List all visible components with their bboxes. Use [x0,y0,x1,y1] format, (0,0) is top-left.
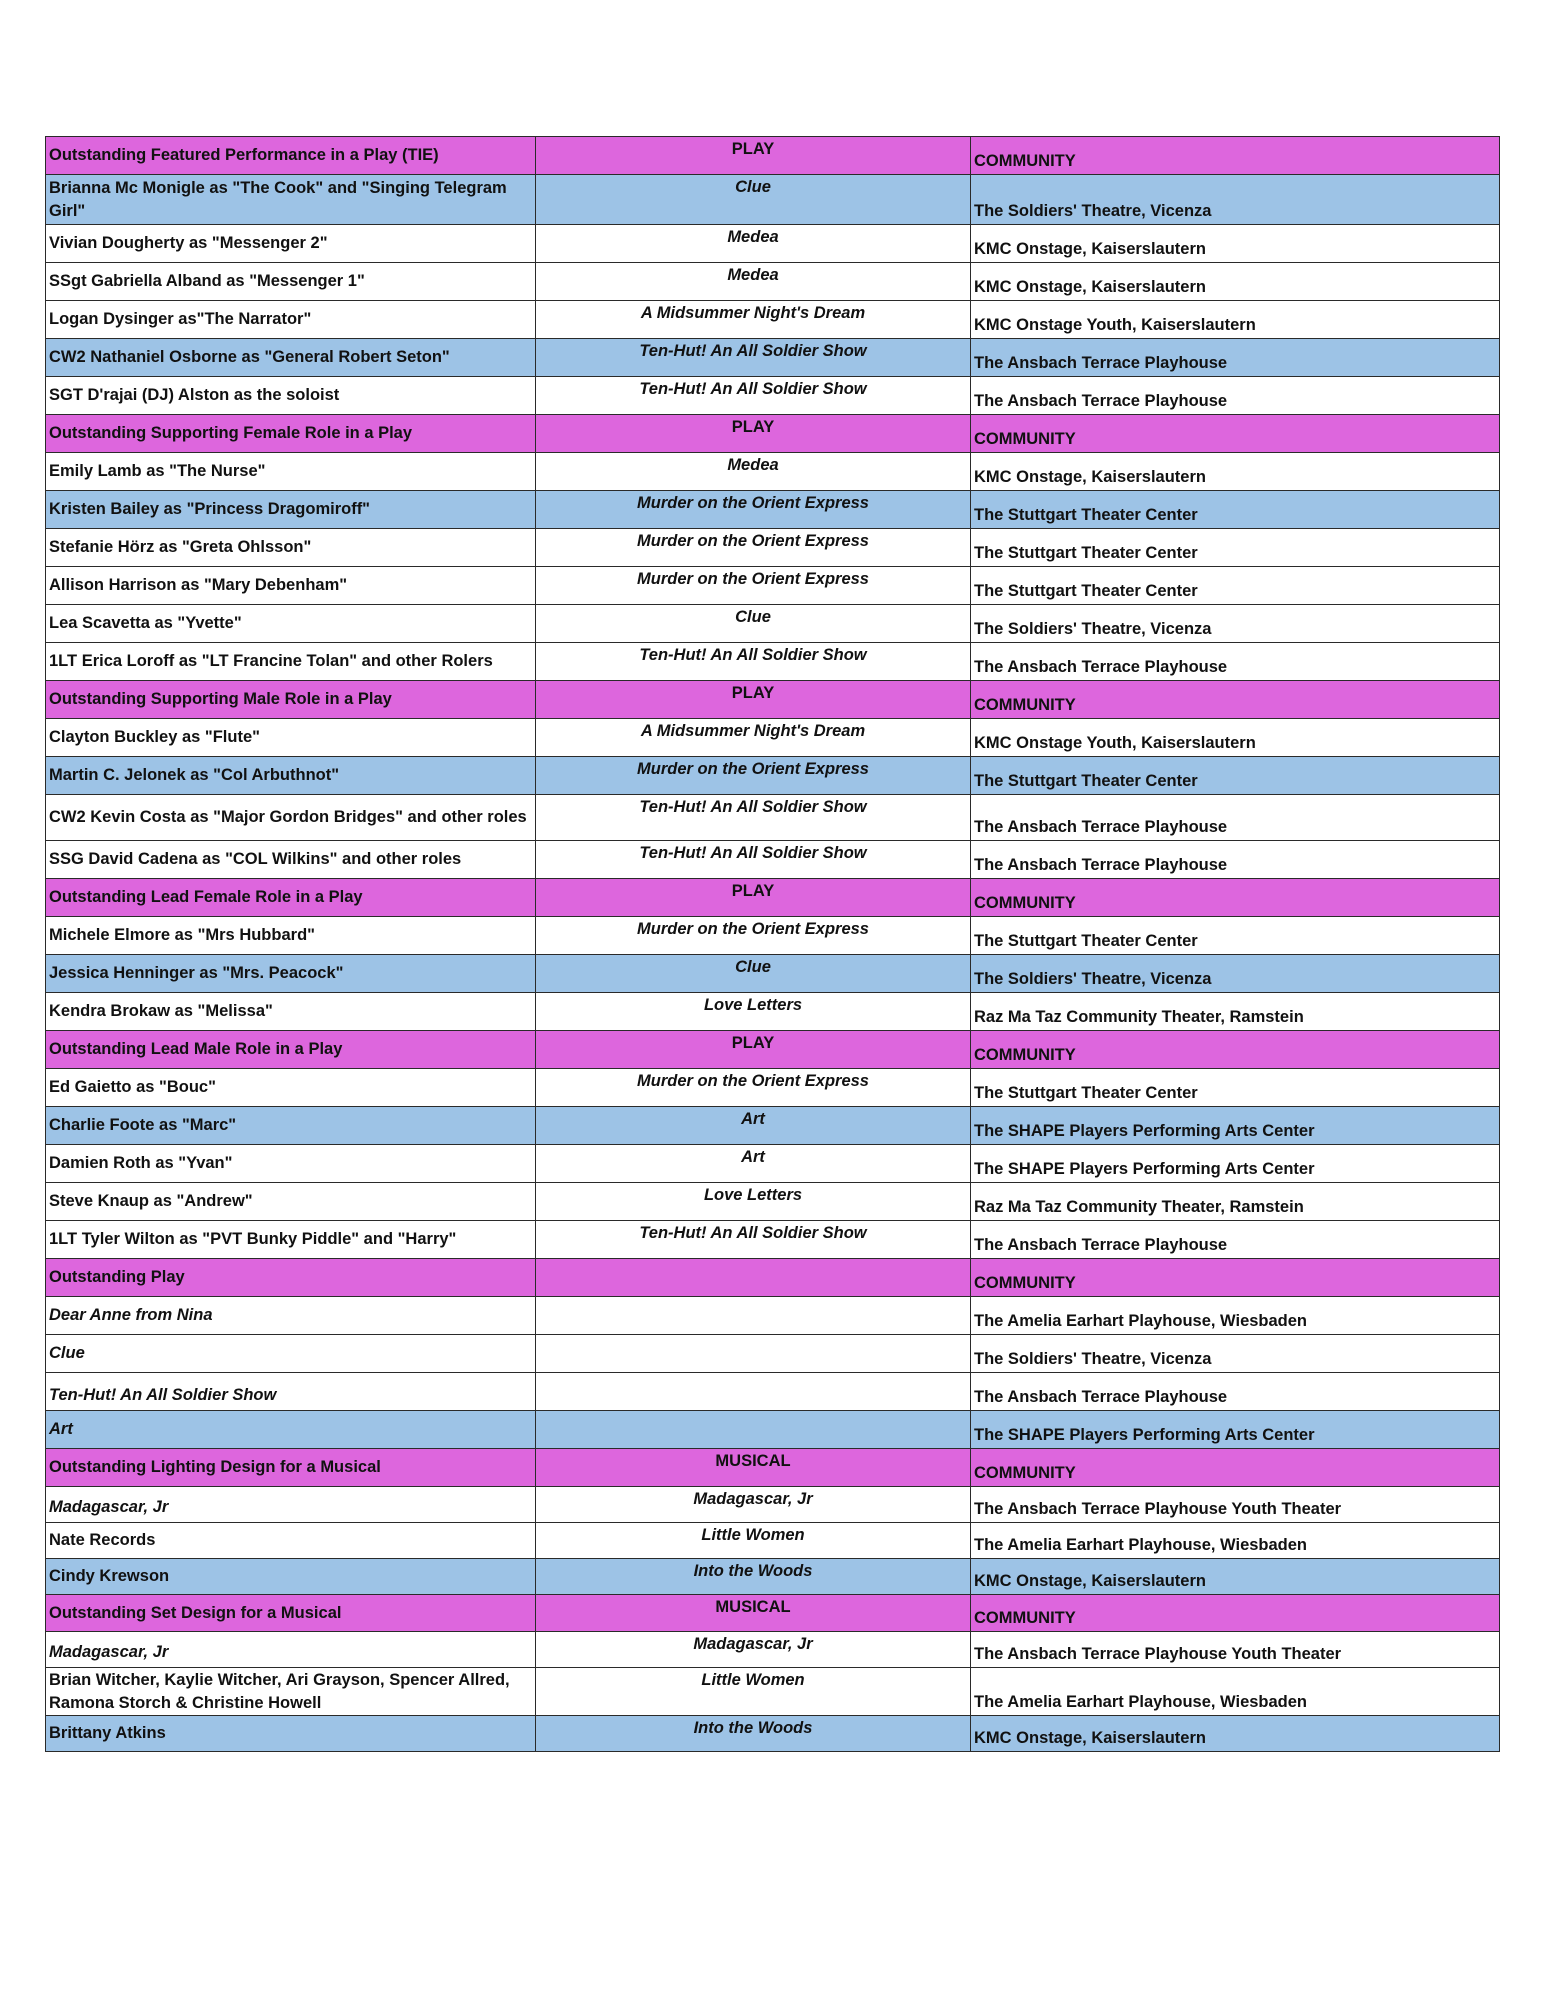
production-title: Art [536,1145,971,1183]
category-division: COMMUNITY [971,137,1500,175]
category-division: COMMUNITY [971,415,1500,453]
theater-name: The SHAPE Players Performing Arts Center [971,1145,1500,1183]
nominee-row [46,757,1500,795]
nominee-name: Dear Anne from Nina [46,1297,536,1335]
theater-name: KMC Onstage Youth, Kaiserslautern [971,719,1500,757]
nominee-name: CW2 Kevin Costa as "Major Gordon Bridges" and other roles [46,795,536,841]
nominee-name: Michele Elmore as "Mrs Hubbard" [46,917,536,955]
category-header-row [46,1031,1500,1069]
nominee-row [46,1716,1500,1752]
category-header-row [46,681,1500,719]
category-title: Outstanding Supporting Male Role in a Play [46,681,536,719]
production-title: Ten-Hut! An All Soldier Show [536,795,971,841]
nominee-row [46,1559,1500,1595]
theater-name: The Ansbach Terrace Playhouse [971,643,1500,681]
nominee-name: Kristen Bailey as "Princess Dragomiroff" [46,491,536,529]
production-title: Love Letters [536,993,971,1031]
category-title: Outstanding Lead Male Role in a Play [46,1031,536,1069]
category-type: MUSICAL [536,1449,971,1487]
nominee-row [46,1107,1500,1145]
theater-name: The Amelia Earhart Playhouse, Wiesbaden [971,1297,1500,1335]
production-title: Clue [536,175,971,225]
category-title: Outstanding Set Design for a Musical [46,1595,536,1632]
category-division: COMMUNITY [971,1595,1500,1632]
production-title: Murder on the Orient Express [536,567,971,605]
nominee-row [46,1411,1500,1449]
production-title: Madagascar, Jr [536,1487,971,1523]
production-title: Clue [536,955,971,993]
theater-name: The Ansbach Terrace Playhouse [971,377,1500,415]
category-type: PLAY [536,415,971,453]
production-title [536,1335,971,1373]
nominee-row [46,643,1500,681]
nominee-name: Art [46,1411,536,1449]
theater-name: The Ansbach Terrace Playhouse Youth Theater [971,1632,1500,1668]
category-header-row [46,1595,1500,1632]
nominee-row [46,1487,1500,1523]
theater-name: The Soldiers' Theatre, Vicenza [971,605,1500,643]
nominee-row [46,993,1500,1031]
theater-name: The Amelia Earhart Playhouse, Wiesbaden [971,1668,1500,1716]
nominee-row [46,1373,1500,1411]
production-title: Murder on the Orient Express [536,491,971,529]
theater-name: Raz Ma Taz Community Theater, Ramstein [971,993,1500,1031]
production-title: Ten-Hut! An All Soldier Show [536,841,971,879]
nominee-row [46,453,1500,491]
nominee-name: Cindy Krewson [46,1559,536,1595]
nominee-row [46,719,1500,757]
theater-name: The SHAPE Players Performing Arts Center [971,1411,1500,1449]
nominee-row [46,1221,1500,1259]
theater-name: The Soldiers' Theatre, Vicenza [971,955,1500,993]
nominee-name: Brianna Mc Monigle as "The Cook" and "Singing Telegram Girl" [46,175,536,225]
production-title: A Midsummer Night's Dream [536,719,971,757]
category-type: PLAY [536,681,971,719]
production-title: Love Letters [536,1183,971,1221]
production-title: Murder on the Orient Express [536,917,971,955]
nominee-row [46,491,1500,529]
production-title: Art [536,1107,971,1145]
theater-name: The Stuttgart Theater Center [971,491,1500,529]
nominee-name: Stefanie Hörz as "Greta Ohlsson" [46,529,536,567]
production-title: Medea [536,263,971,301]
awards-table [45,136,1500,1752]
theater-name: The SHAPE Players Performing Arts Center [971,1107,1500,1145]
nominee-name: Brian Witcher, Kaylie Witcher, Ari Grayson, Spencer Allred, Ramona Storch & Christine Howell [46,1668,536,1716]
production-title: Into the Woods [536,1716,971,1752]
theater-name: The Stuttgart Theater Center [971,917,1500,955]
theater-name: KMC Onstage Youth, Kaiserslautern [971,301,1500,339]
production-title: Murder on the Orient Express [536,1069,971,1107]
production-title: Murder on the Orient Express [536,757,971,795]
category-header-row [46,1259,1500,1297]
theater-name: The Ansbach Terrace Playhouse [971,841,1500,879]
production-title: Murder on the Orient Express [536,529,971,567]
theater-name: The Stuttgart Theater Center [971,1069,1500,1107]
nominee-name: SSgt Gabriella Alband as "Messenger 1" [46,263,536,301]
production-title: A Midsummer Night's Dream [536,301,971,339]
production-title [536,1297,971,1335]
category-division: COMMUNITY [971,1259,1500,1297]
nominee-name: Martin C. Jelonek as "Col Arbuthnot" [46,757,536,795]
nominee-row [46,605,1500,643]
production-title: Little Women [536,1668,971,1716]
production-title: Ten-Hut! An All Soldier Show [536,377,971,415]
nominee-name: Kendra Brokaw as "Melissa" [46,993,536,1031]
nominee-name: SGT D'rajai (DJ) Alston as the soloist [46,377,536,415]
production-title: Madagascar, Jr [536,1632,971,1668]
nominee-row [46,955,1500,993]
category-title: Outstanding Lead Female Role in a Play [46,879,536,917]
nominee-row [46,175,1500,225]
nominee-name: Brittany Atkins [46,1716,536,1752]
production-title: Medea [536,453,971,491]
nominee-row [46,1335,1500,1373]
nominee-row [46,529,1500,567]
theater-name: The Ansbach Terrace Playhouse Youth Theater [971,1487,1500,1523]
nominee-row [46,1069,1500,1107]
production-title: Little Women [536,1523,971,1559]
nominee-name: CW2 Nathaniel Osborne as "General Robert Seton" [46,339,536,377]
nominee-name: Ten-Hut! An All Soldier Show [46,1373,536,1411]
nominee-row [46,795,1500,841]
nominee-row [46,1297,1500,1335]
nominee-name: Emily Lamb as "The Nurse" [46,453,536,491]
nominee-name: Steve Knaup as "Andrew" [46,1183,536,1221]
theater-name: KMC Onstage, Kaiserslautern [971,1559,1500,1595]
nominee-row [46,225,1500,263]
nominee-row [46,841,1500,879]
category-title: Outstanding Supporting Female Role in a Play [46,415,536,453]
theater-name: The Ansbach Terrace Playhouse [971,339,1500,377]
production-title: Medea [536,225,971,263]
nominee-name: Clue [46,1335,536,1373]
nominee-row [46,1145,1500,1183]
nominee-name: Nate Records [46,1523,536,1559]
theater-name: KMC Onstage, Kaiserslautern [971,453,1500,491]
category-title: Outstanding Play [46,1259,536,1297]
theater-name: The Stuttgart Theater Center [971,567,1500,605]
nominee-row [46,377,1500,415]
nominee-row [46,917,1500,955]
theater-name: The Soldiers' Theatre, Vicenza [971,1335,1500,1373]
theater-name: The Ansbach Terrace Playhouse [971,795,1500,841]
category-title: Outstanding Lighting Design for a Musical [46,1449,536,1487]
theater-name: The Stuttgart Theater Center [971,757,1500,795]
nominee-name: Jessica Henninger as "Mrs. Peacock" [46,955,536,993]
category-header-row [46,1449,1500,1487]
category-type: PLAY [536,137,971,175]
nominee-name: Clayton Buckley as "Flute" [46,719,536,757]
nominee-name: Lea Scavetta as "Yvette" [46,605,536,643]
category-header-row [46,137,1500,175]
category-type: MUSICAL [536,1595,971,1632]
category-header-row [46,415,1500,453]
theater-name: KMC Onstage, Kaiserslautern [971,225,1500,263]
theater-name: The Ansbach Terrace Playhouse [971,1373,1500,1411]
production-title: Into the Woods [536,1559,971,1595]
theater-name: The Stuttgart Theater Center [971,529,1500,567]
nominee-row [46,263,1500,301]
nominee-row [46,1632,1500,1668]
nominee-name: 1LT Tyler Wilton as "PVT Bunky Piddle" and "Harry" [46,1221,536,1259]
production-title: Ten-Hut! An All Soldier Show [536,1221,971,1259]
awards-table-body [46,137,1500,1752]
category-division: COMMUNITY [971,681,1500,719]
nominee-name: Logan Dysinger as"The Narrator" [46,301,536,339]
theater-name: Raz Ma Taz Community Theater, Ramstein [971,1183,1500,1221]
nominee-name: SSG David Cadena as "COL Wilkins" and other roles [46,841,536,879]
nominee-row [46,1668,1500,1716]
category-division: COMMUNITY [971,879,1500,917]
nominee-name: Damien Roth as "Yvan" [46,1145,536,1183]
nominee-row [46,339,1500,377]
category-header-row [46,879,1500,917]
category-division: COMMUNITY [971,1449,1500,1487]
nominee-name: Madagascar, Jr [46,1487,536,1523]
nominee-name: Vivian Dougherty as "Messenger 2" [46,225,536,263]
theater-name: The Soldiers' Theatre, Vicenza [971,175,1500,225]
production-title: Ten-Hut! An All Soldier Show [536,643,971,681]
production-title: Ten-Hut! An All Soldier Show [536,339,971,377]
theater-name: KMC Onstage, Kaiserslautern [971,263,1500,301]
nominee-row [46,1183,1500,1221]
nominee-row [46,301,1500,339]
nominee-row [46,1523,1500,1559]
nominee-name: Madagascar, Jr [46,1632,536,1668]
nominee-row [46,567,1500,605]
category-title: Outstanding Featured Performance in a Play (TIE) [46,137,536,175]
production-title [536,1373,971,1411]
theater-name: The Amelia Earhart Playhouse, Wiesbaden [971,1523,1500,1559]
nominee-name: Allison Harrison as "Mary Debenham" [46,567,536,605]
nominee-name: Ed Gaietto as "Bouc" [46,1069,536,1107]
category-division: COMMUNITY [971,1031,1500,1069]
category-type: PLAY [536,1031,971,1069]
category-type [536,1259,971,1297]
nominee-name: Charlie Foote as "Marc" [46,1107,536,1145]
production-title [536,1411,971,1449]
theater-name: KMC Onstage, Kaiserslautern [971,1716,1500,1752]
nominee-name: 1LT Erica Loroff as "LT Francine Tolan" and other Rolers [46,643,536,681]
production-title: Clue [536,605,971,643]
theater-name: The Ansbach Terrace Playhouse [971,1221,1500,1259]
category-type: PLAY [536,879,971,917]
